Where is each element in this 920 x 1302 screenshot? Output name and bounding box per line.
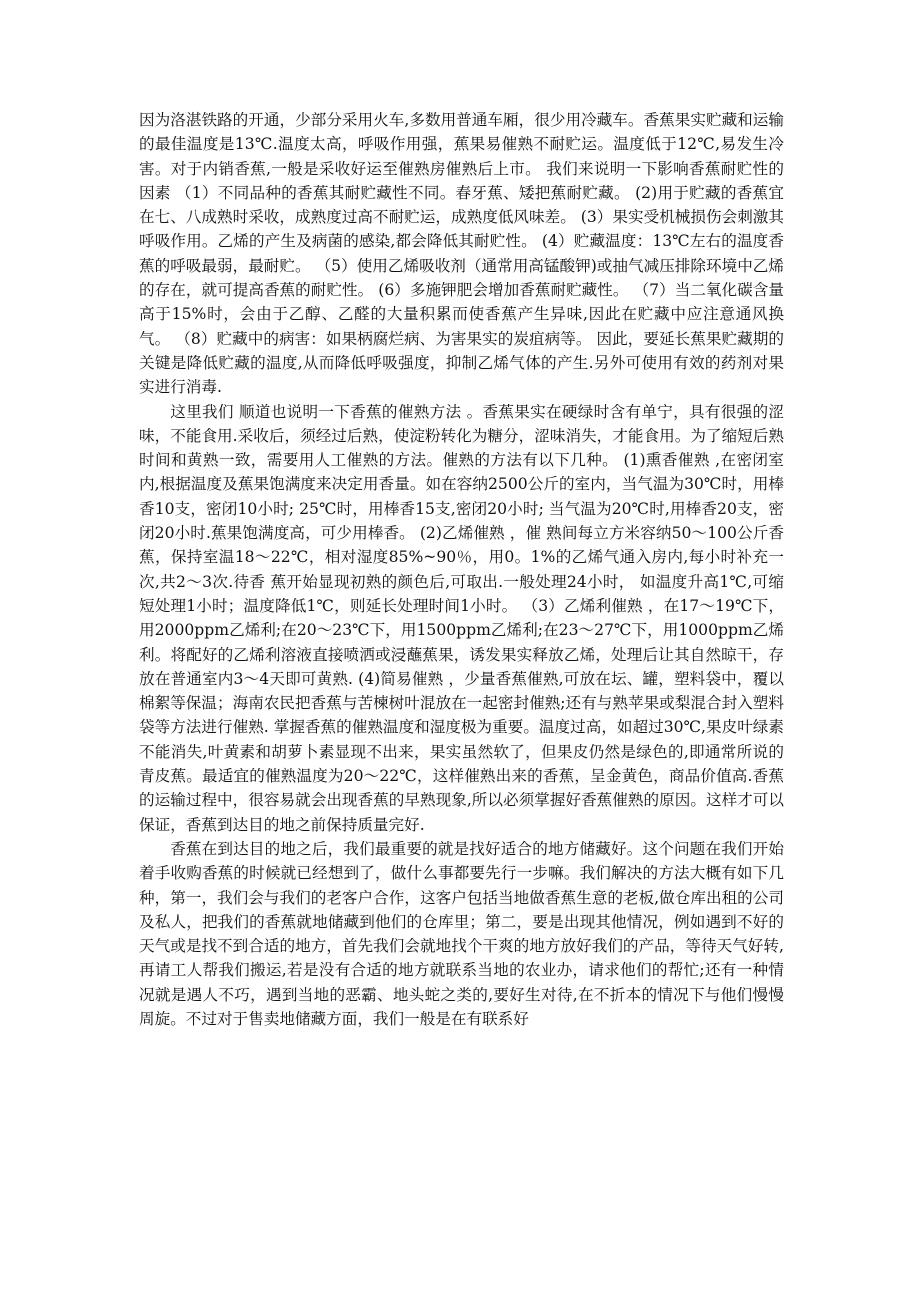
document-body (139, 108, 784, 1031)
paragraph-storage-factors: 因为洛湛铁路的开通，少部分采用火车,多数用普通车厢，很少用冷藏车。香蕉果实贮藏和运输的最佳温度是13℃.温度太高，呼吸作用强，蕉果易催熟不耐贮运。温度低于12℃,易发生冷害。对于内销香蕉,一般是采收好运至催熟房催熟后上市。 我们来说明一下影响香蕉耐贮性的因素 （1）不同品种的香蕉其耐贮藏性不同。春牙蕉、矮把蕉耐贮藏。 (2)用于贮藏的香蕉宜在七、八成熟时采收，成熟度过高不耐贮运，成熟度低风味差。 (3）果实受机械损伤会刺激其呼吸作用。乙烯的产生及病菌的感染,都会降低其耐贮性。 (4）贮藏温度：13℃左右的温度香蕉的呼吸最弱，最耐贮。 （5）使用乙烯吸收剂（通常用高锰酸钾)或抽气减压排除环境中乙烯的存在，就可提高香蕉的耐贮性。 (6）多施钾肥会增加香蕉耐贮藏性。 （7）当二氧化碳含量高于15%时，会由于乙醇、乙醛的大量积累而使香蕉产生异味,因此在贮藏中应注意通风换气。 （8）贮藏中的病害：如果柄腐烂病、为害果实的炭疽病等。 因此，要延长蕉果贮藏期的关键是降低贮藏的温度,从而降低呼吸强度，抑制乙烯气体的产生.另外可使用有效的药剂对果实进行消毒. (139, 111, 784, 397)
paragraph-ripening-methods: 这里我们 顺道也说明一下香蕉的催熟方法 。香蕉果实在硬绿时含有单宁，具有很强的涩味，不能食用.采收后，须经过后熟，使淀粉转化为糖分，涩味消失，才能食用。为了缩短后熟时间和黄熟一致，需要用人工催熟的方法。催熟的方法有以下几种。 (1)熏香催熟 ,在密闭室内,根据温度及蕉果饱满度来决定用香量。如在容纳2500公斤的室内，当气温为30℃时，用棒香10支，密闭10小时; 25℃时，用棒香15支,密闭20小时; 当气温为20℃时,用棒香20支，密闭20小时.蕉果饱满度高，可少用棒香。 (2)乙烯催熟 ，催 熟间每立方米容纳50～100公斤香蕉，保持室温18～22℃，相对湿度85%~90％，用0。1%的乙烯气通入房内,每小时补充一次,共2～3次.待香 蕉开始显现初熟的颜色后,可取出.一般处理24小时， 如温度升高1℃,可缩短处理1小时；温度降低1℃，则延长处理时间1小时。 （3）乙烯利催熟 ，在17～19℃下，用2000ppm乙烯利;在20～23℃下，用1500ppm乙烯利;在23～27℃下，用1000ppm乙烯利。将配好的乙烯利溶液直接喷洒或浸蘸蕉果，诱发果实释放乙烯，处理后让其自然晾干，存放在普通室内3～4天即可黄熟. (4)简易催熟 ，少量香蕉催熟,可放在坛、罐，塑料袋中，覆以棉絮等保温；海南农民把香蕉与苦楝树叶混放在一起密封催熟;还有与熟苹果或梨混合封入塑料袋等方法进行催熟. 掌握香蕉的催熟温度和湿度极为重要。温度过高，如超过30℃,果皮叶绿素不能消失,叶黄素和胡萝卜素显现不出来，果实虽然软了，但果皮仍然是绿色的,即通常所说的青皮蕉。最适宜的催熟温度为20～22℃，这样催熟出来的香蕉，呈金黄色，商品价值高.香蕉的运输过程中，很容易就会出现香蕉的早熟现象,所以必须掌握好香蕉催熟的原因。这样才可以保证，香蕉到达目的地之前保持质量完好. (139, 402, 784, 834)
paragraph-destination-storage: 香蕉在到达目的地之后，我们最重要的就是找好适合的地方储藏好。这个问题在我们开始着手收购香蕉的时候就已经想到了，做什么事都要先行一步嘛。我们解决的方法大概有如下几种，第一，我们会与我们的老客户合作，这客户包括当地做香蕉生意的老板,做仓库出租的公司及私人，把我们的香蕉就地储藏到他们的仓库里；第二，要是出现其他情况，例如遇到不好的天气或是找不到合适的地方，首先我们会就地找个干爽的地方放好我们的产品，等待天气好转,再请工人帮我们搬运,若是没有合适的地方就联系当地的农业办，请求他们的帮忙;还有一种情况就是遇人不巧，遇到当地的恶霸、地头蛇之类的,要好生对待,在不折本的情况下与他们慢慢周旋。不过对于售卖地储藏方面，我们一般是在有联系好 (139, 839, 784, 1028)
